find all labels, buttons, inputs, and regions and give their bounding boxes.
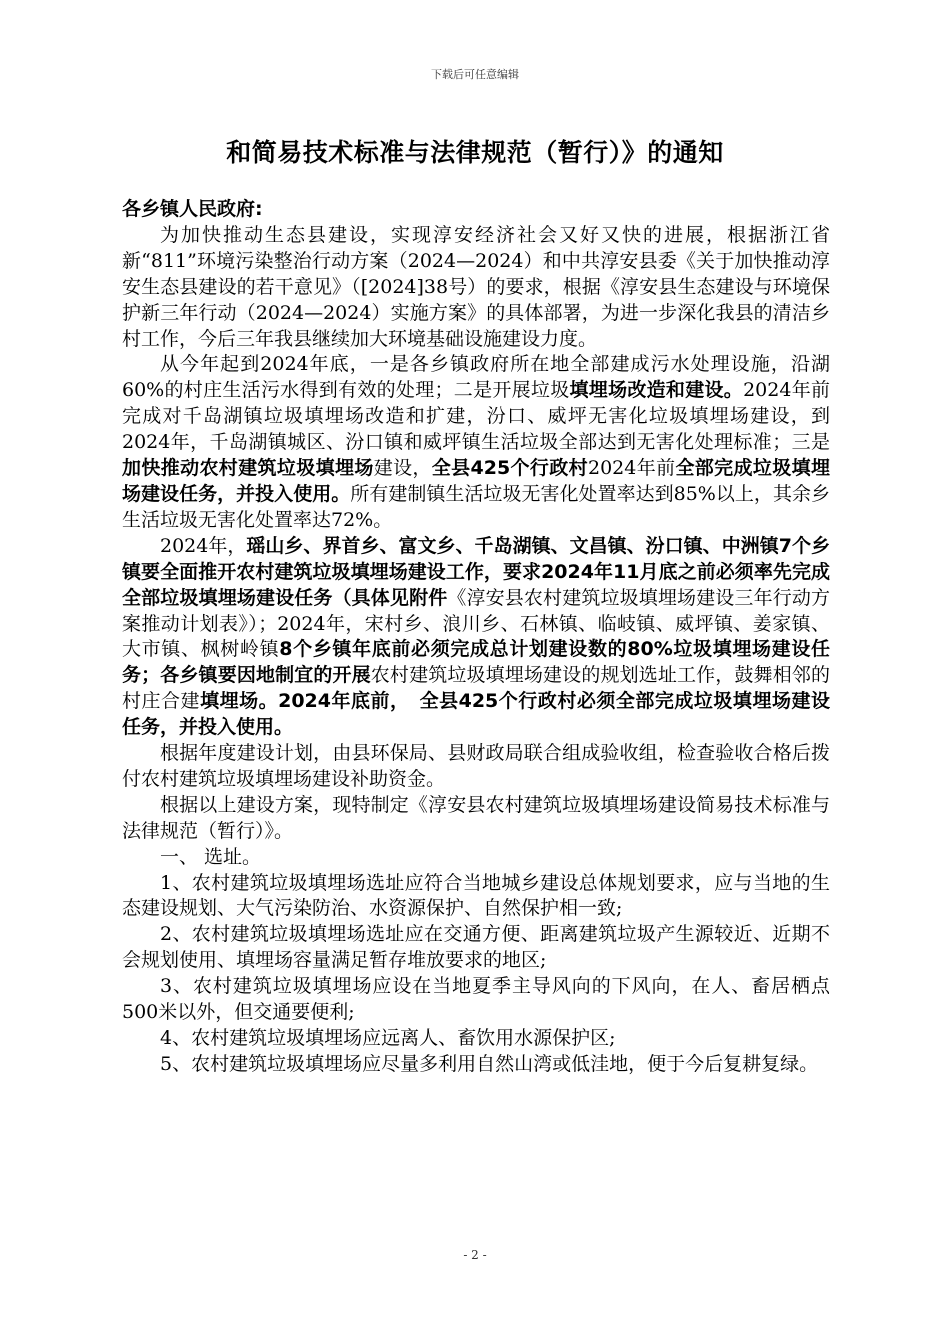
list-item: 5、农村建筑垃圾填埋场应尽量多利用自然山湾或低洼地，便于今后复耕复绿。 bbox=[160, 1052, 819, 1075]
p3-bold-d: 8个乡镇年底前必须完成总计划建设数的80%垃圾填埋场建设任务；各乡镇要因地制宜的开展 bbox=[122, 638, 830, 687]
p2-text-c: 2024年前完成对千岛湖镇垃圾填埋场改造和扩建，汾口、威坪无害化垃圾填埋场建设，到2024年，千岛湖镇城区、汾口镇和威坪镇生活垃圾全部达到无害化处理标准；三是 bbox=[122, 379, 830, 454]
list-item: 2、农村建筑垃圾填埋场选址应在交通方便、距离建筑垃圾产生源较近、近期不会规划使用、填埋场容量满足暂存堆放要求的地区; bbox=[122, 923, 830, 972]
p2-text-g: 2024年前 bbox=[588, 457, 676, 480]
paragraph-4: 根据年度建设计划，由县环保局、县财政局联合组成验收组，检查验收合格后拨付农村建筑垃圾填埋场建设补助资金。 bbox=[122, 742, 830, 790]
document-body bbox=[122, 197, 830, 1078]
p2-bold-h: 全部完成垃圾填埋场建设任务，并投入使用。 bbox=[122, 457, 830, 505]
page-number: - 2 - bbox=[463, 1248, 487, 1262]
p3-text-a: 2024年， bbox=[160, 534, 247, 557]
paragraph-2 bbox=[122, 352, 830, 533]
p2-text-e: 建设， bbox=[373, 457, 432, 480]
p2-bold-d: 加快推动农村建筑垃圾填埋场 bbox=[122, 457, 374, 480]
p2-bold-b: 填埋场改造和建设。 bbox=[569, 379, 744, 402]
p3-bold-f: 填埋场。2024年底前， 全县425个行政村必须全部完成垃圾填埋场建设任务，并投入使用。 bbox=[122, 690, 830, 739]
salutation: 各乡镇人民政府: bbox=[122, 198, 263, 220]
list-item: 3、农村建筑垃圾填埋场应设在当地夏季主导风向的下风向，在人、畜居栖点500米以外，但交通要便利; bbox=[122, 975, 830, 1024]
page-header: 下载后可任意编辑 bbox=[431, 68, 519, 81]
list-item: 1、农村建筑垃圾填埋场选址应符合当地城乡建设总体规划要求，应与当地的生态建设规划、大气污染防治、水资源保护、自然保护相一致; bbox=[122, 871, 830, 920]
p3-text-e: 农村建筑垃圾填埋场建设的规划选址工作，鼓舞相邻的村庄合建 bbox=[122, 664, 830, 713]
p2-text-a: 从今年起到2024年底，一是各乡镇政府所在地全部建成污水处理设施，沿湖60%的村庄生活污水得到有效的处理；二是开展垃圾 bbox=[122, 353, 830, 402]
p2-bold-f: 全县425个行政村 bbox=[431, 457, 588, 480]
paragraph-5: 根据以上建设方案，现特制定《淳安县农村建筑垃圾填埋场建设简易技术标准与法律规范（暂行）》。 bbox=[122, 793, 830, 842]
p3-text-c: 《淳安县农村建筑垃圾填埋场建设三年行动方案推动计划表》）；2024年，宋村乡、浪川乡、石林镇、临岐镇、威坪镇、姜家镇、大市镇、枫树岭镇 bbox=[122, 586, 830, 661]
section-heading-1: 一、 选址。 bbox=[160, 845, 262, 868]
list-item: 4、农村建筑垃圾填埋场应远离人、畜饮用水源保护区; bbox=[160, 1027, 616, 1049]
document-title: 和简易技术标准与法律规范（暂行）》的通知 bbox=[226, 138, 724, 167]
p3-bold-b: 瑶山乡、界首乡、富文乡、千岛湖镇、文昌镇、汾口镇、中洲镇7个乡镇要全面推开农村建筑垃圾填埋场建设工作，要求2024年11月底之前必须率先完成全部垃圾填埋场建设任务（具体见附件 bbox=[122, 534, 830, 609]
paragraph-3 bbox=[122, 534, 830, 741]
p2-text-i: 所有建制镇生活垃圾无害化处置率达到85%以上，其余乡生活垃圾无害化处置率达72%。 bbox=[122, 482, 830, 531]
paragraph-1: 为加快推动生态县建设，实现淳安经济社会又好又快的进展，根据浙江省新“811”环境污染整治行动方案（2024—2024）和中共淳安县委《关于加快推动淳安生态县建设的若干意见》（[2024]38号）的要求，根据《淳安县生态建设与环境保护新三年行动（2024—2024）实施方案》的具体部署，为进一步深化我县的清洁乡村工作，今后三年我县继续加大环境基础设施建设力度。 bbox=[122, 223, 830, 350]
